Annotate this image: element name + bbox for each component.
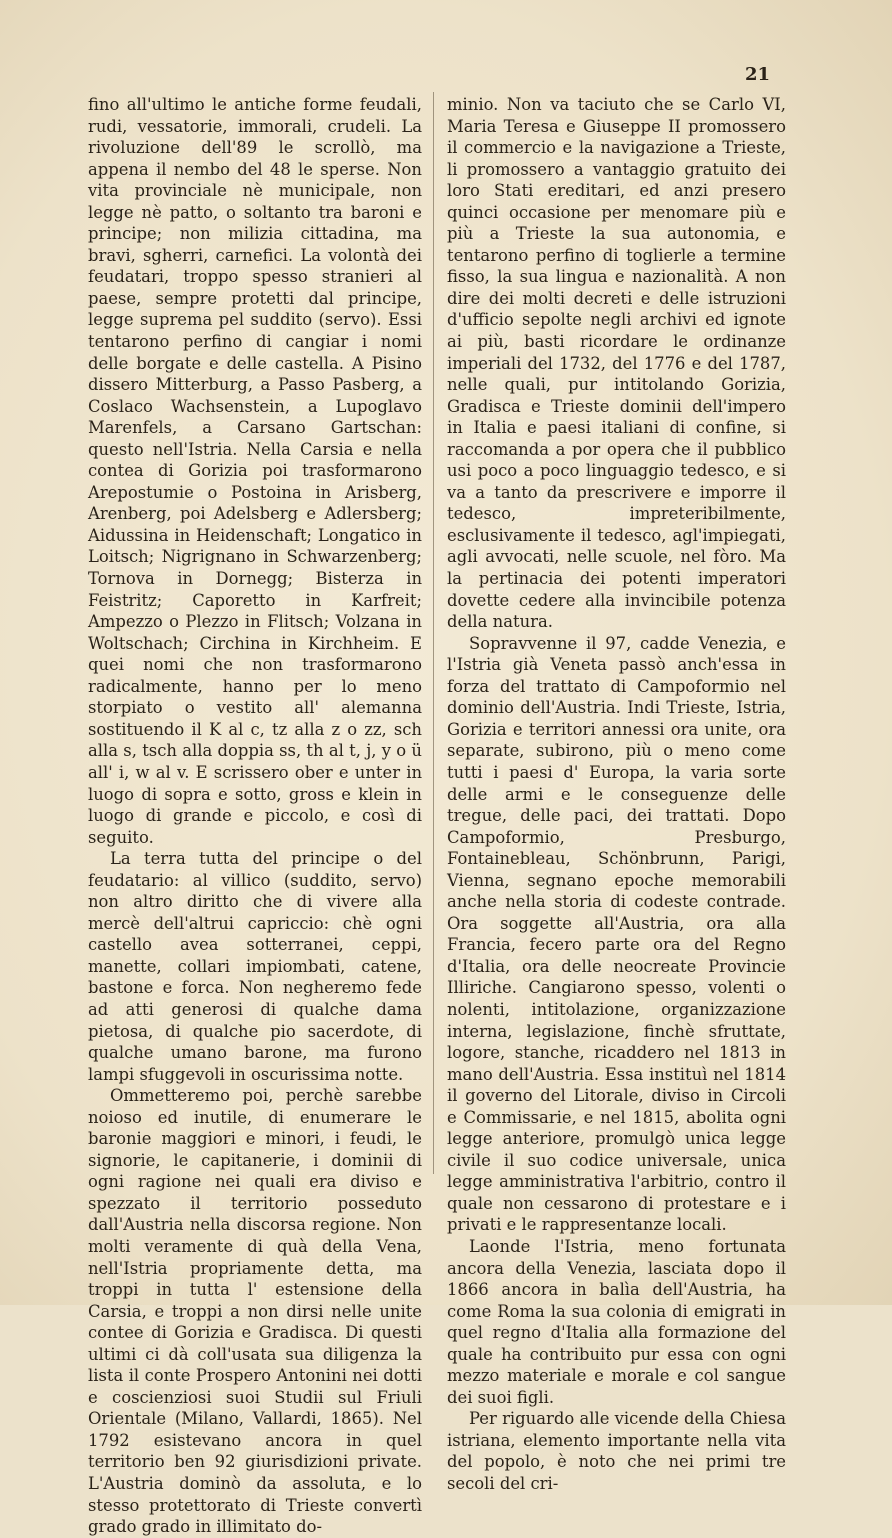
paragraph: minio. Non va taciuto che se Carlo VI, Maria Teresa e Giuseppe II promossero il commercio e la navigazione a Trieste, li promossero a vantaggio gratuito dei loro Stati ereditari, ed anzi presero quinci occasione per menomare più e più a Trieste la sua autonomia, e tentarono perfino di toglierle a termine fisso, la sua lingua e nazionalità. A non dire dei molti decreti e delle istruzioni d'ufficio sepolte negli archivi ed ignote ai più, basti ricordare le ordinanze imperiali del 1732, del 1776 e del 1787, nelle quali, pur intitolando Gorizia, Gradisca e Trieste dominii dell'impero in Italia e paesi italiani di confine, si raccomanda a por opera che il pubblico usi poco a poco linguaggio tedesco, e si va a tanto da prescrivere e imporre il tedesco, impreteribilmente, esclusivamente il tedesco, agl'impiegati, agli avvocati, nelle scuole, nel fòro. Ma la pertinacia dei potenti imperatori dovette cedere alla invincibile potenza della natura. [447, 95, 786, 632]
paragraph: fino all'ultimo le antiche forme feudali, rudi, vessatorie, immorali, crudeli. La rivoluzione dell'89 le scrollò, ma appena il nembo del 48 le sperse. Non vita provinciale nè municipale, non legge nè patto, o soltanto tra baroni e principe; non milizia cittadina, ma bravi, sgherri, carnefici. La volontà dei feudatari, troppo spesso stranieri al paese, sempre protetti dal principe, legge suprema pel suddito (servo). Essi tentarono perfino di cangiar i nomi delle borgate e delle castella. A Pisino dissero Mitterburg, a Passo Pasberg, a Coslaco Wachsenstein, a Lupoglavo Marenfels, a Carsano Gartschan: questo nell'Istria. Nella Carsia e nella contea di Gorizia poi trasformarono Arepostumie o Postoina in Arisberg, Arenberg, poi Adelsberg e Adlersberg; Aidussina in Heidenschaft; Longatico in Loitsch; Nigrignano in Schwarzenberg; Tornova in Dornegg; Bisterza in Feistritz; Caporetto in Karfreit; Ampezzo o Plezzo in Flitsch; Volzana in Woltschach; Circhina in Kirchheim. E quei nomi che non trasformarono radicalmente, hanno per lo meno storpiato o vestito all' alemanna sostituendo il K al c, tz alla z o zz, sch alla s, tsch alla doppia ss, th al t, j, y o ü all' i, w al v. E scrissero ober e unter in luogo di sopra e sotto, gross e klein in luogo di grande e piccolo, e così di seguito. [88, 95, 422, 847]
paragraph: Per riguardo alle vicende della Chiesa istriana, elemento importante nella vita del popolo, è noto che nei primi tre secoli del cri- [447, 1409, 786, 1493]
paragraph: Laonde l'Istria, meno fortunata ancora della Venezia, lasciata dopo il 1866 ancora in balìa dell'Austria, ha come Roma la sua colonia di emigrati in quel regno d'Italia alla formazione del quale ha contribuito pur essa con ogni mezzo materiale e morale e col sangue dei suoi figli. [447, 1236, 786, 1407]
paragraph: La terra tutta del principe o del feudatario: al villico (suddito, servo) non altro diritto che di vivere alla mercè dell'altrui capriccio: chè ogni castello avea sotterranei, ceppi, manette, collari impiombati, catene, bastone e forca. Non negheremo fede ad atti generosi di qualche dama pietosa, di qualche pio sacerdote, di qualche umano barone, ma furono lampi sfuggevoli in oscurissima notte. [88, 849, 422, 1084]
paragraph: Sopravvenne il 97, cadde Venezia, e l'Istria già Veneta passò anch'essa in forza del trattato di Campoformio nel dominio dell'Austria. Indi Trieste, Istria, Gorizia e territori annessi ora unite, ora separate, subirono, più o meno come tutti i paesi d' Europa, la varia sorte delle armi e le conseguenze delle tregue, delle paci, dei trattati. Dopo Campoformio, Presburgo, Fontainebleau, Schönbrunn, Parigi, Vienna, segnano epoche memorabili anche nella storia di codeste contrade. Ora soggette all'Austria, ora alla Francia, fecero parte ora del Regno d'Italia, ora delle neocreate Provincie Illiriche. Cangiarono spesso, volenti o nolenti, intitolazione, organizzazione interna, legislazione, finchè sfruttate, logore, stanche, ricaddero nel 1813 in mano dell'Austria. Essa instituì nel 1814 il governo del Litorale, diviso in Circoli e Commissarie, e nel 1815, abolita ogni legge anteriore, promulgò unica legge civile il suo codice universale, unica legge amministrativa l'arbitrio, contro il quale non cessarono di protestare e i privati e le rappresentanze locali. [447, 633, 786, 1235]
left-column [88, 94, 422, 1538]
page-number: 21 [744, 64, 770, 85]
paragraph: Ommetteremo poi, perchè sarebbe noioso ed inutile, di enumerare le baronie maggiori e minori, i feudi, le signorie, le capitanerie, i dominii di ogni ragione nei quali era diviso e spezzato il territorio posseduto dall'Austria nella discorsa regione. Non molti veramente di quà della Vena, nell'Istria propriamente detta, ma troppi in tutta l' estensione della Carsia, e troppi a non dirsi nelle unite contee di Gorizia e Gradisca. Di questi ultimi ci dà coll'usata sua diligenza la lista il conte Prospero Antonini nei dotti e coscienziosi suoi Studii sul Friuli Orientale (Milano, Vallardi, 1865). Nel 1792 esistevano ancora in quel territorio ben 92 giurisdizioni private. L'Austria dominò da assoluta, e lo stesso protettorato di Trieste convertì grado grado in illimitato do- [88, 1086, 422, 1537]
right-column [447, 94, 786, 1495]
column-divider [433, 92, 434, 1174]
